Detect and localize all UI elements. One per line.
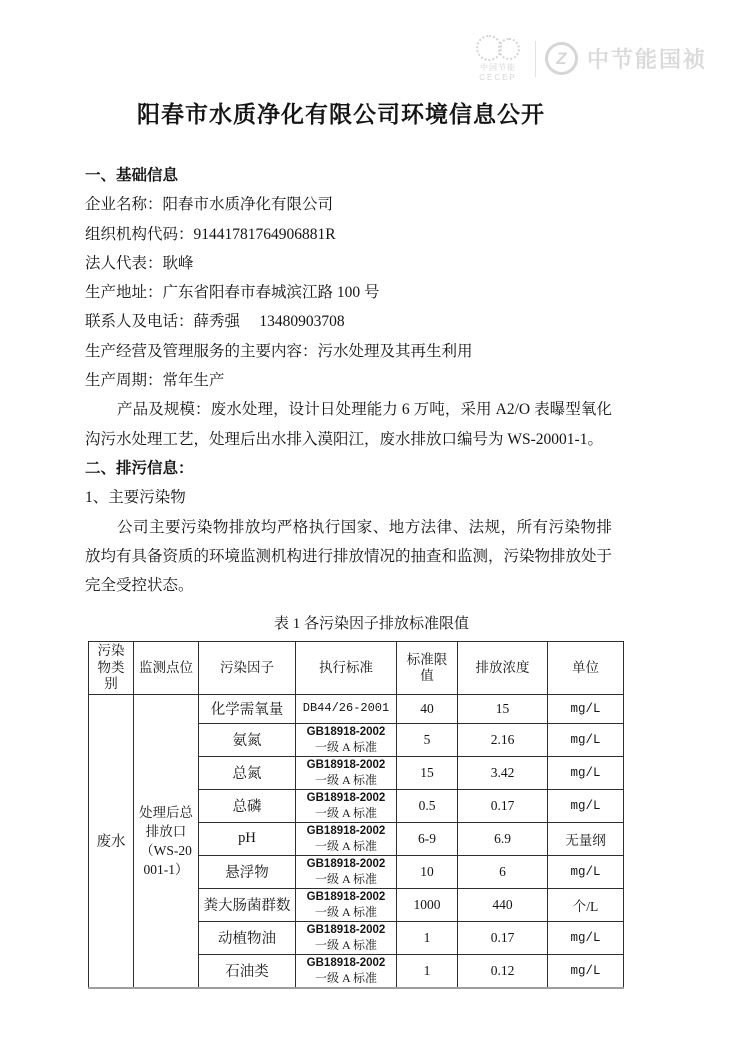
limit-cell: 6-9 [397, 822, 458, 855]
limit-cell: 10 [397, 855, 458, 888]
standard-line1: GB18918-2002 [306, 758, 386, 771]
basic-info-line: 企业名称：阳春市水质净化有限公司 [85, 196, 334, 214]
factor-cell: pH [199, 822, 296, 855]
factor-cell: 粪大肠菌群数 [199, 888, 296, 921]
standard-line1: GB18918-2002 [306, 857, 386, 870]
basic-info-line: 法人代表：耿峰 [85, 254, 194, 272]
factor-cell: 动植物油 [199, 921, 296, 954]
cecep-dots-icon [475, 35, 521, 61]
standard-line2: 一级 A 标准 [314, 805, 377, 820]
limit-cell: 15 [397, 756, 458, 789]
standard-cell [296, 694, 397, 723]
table-row [89, 694, 624, 723]
factor-cell: 悬浮物 [199, 855, 296, 888]
section1-heading: 一、基础信息 [85, 167, 179, 184]
unit-cell: 无量纲 [548, 822, 624, 855]
monitor-point-cell: 处理后总排放口（WS-20001-1） [134, 694, 199, 988]
standard-line2: 一级 A 标准 [314, 739, 377, 754]
concentration-cell: 6.9 [458, 822, 548, 855]
standard-line2: 一级 A 标准 [314, 904, 377, 919]
basic-info-line: 联系人及电话：薛秀强 13480903708 [85, 313, 345, 331]
concentration-cell: 0.17 [458, 789, 548, 822]
document-body [85, 161, 612, 600]
standard-line1: GB18918-2002 [306, 791, 386, 804]
standard-line1: DB44/26-2001 [302, 701, 390, 716]
table-caption: 表 1 各污染因子排放标准限值 [273, 616, 469, 633]
unit-cell: mg/L [548, 855, 624, 888]
col-header-standard: 执行标准 [296, 642, 397, 695]
factor-cell: 石油类 [199, 954, 296, 988]
standard-cell [296, 855, 397, 888]
standard-cell [296, 756, 397, 789]
col-header-concentration: 排放浓度 [458, 642, 548, 695]
product-paragraph: 产品及规模：废水处理，设计日处理能力 6 万吨，采用 A2/O 表曝型氧化沟污水处理工艺，处理后出水排入漠阳江，废水排放口编号为 WS-20001-1。 [85, 401, 612, 448]
standard-line2: 一级 A 标准 [314, 838, 377, 853]
factor-cell: 总氮 [199, 756, 296, 789]
col-header-unit: 单位 [548, 642, 624, 695]
standard-cell [296, 921, 397, 954]
standard-line1: GB18918-2002 [306, 824, 386, 837]
factor-cell: 氨氮 [199, 723, 296, 756]
factor-cell: 化学需氧量 [199, 694, 296, 723]
col-header-category: 污染物类别 [89, 642, 134, 695]
factor-cell: 总磷 [199, 789, 296, 822]
unit-cell: mg/L [548, 789, 624, 822]
limit-cell: 0.5 [397, 789, 458, 822]
cecep-cn-label: 中国节能 [479, 63, 516, 72]
unit-cell: mg/L [548, 723, 624, 756]
standard-line2: 一级 A 标准 [314, 772, 377, 787]
standard-line1: GB18918-2002 [306, 956, 386, 969]
concentration-cell: 0.12 [458, 954, 548, 988]
concentration-cell: 440 [458, 888, 548, 921]
concentration-cell: 15 [458, 694, 548, 723]
guozhen-z-icon: Z [545, 42, 578, 75]
unit-cell: mg/L [548, 756, 624, 789]
standard-line2: 一级 A 标准 [314, 937, 377, 952]
standard-cell [296, 954, 397, 988]
brand-label: 中节能国祯 [586, 47, 707, 72]
unit-cell: mg/L [548, 954, 624, 988]
limit-cell: 1 [397, 954, 458, 988]
pollution-paragraph: 公司主要污染物排放均严格执行国家、地方法律、法规，所有污染物排放均有具备资质的环境监测机构进行排放情况的抽查和监测，污染物排放处于完全受控状态。 [85, 518, 613, 595]
standard-line1: GB18918-2002 [306, 890, 386, 903]
concentration-cell: 2.16 [458, 723, 548, 756]
standard-line2: 一级 A 标准 [314, 970, 377, 985]
limit-cell: 5 [397, 723, 458, 756]
pollutant-limits-table [88, 641, 624, 989]
col-header-limit: 标准限值 [397, 642, 458, 695]
sub-heading: 1、主要污染物 [85, 489, 186, 507]
unit-cell: 个/L [548, 888, 624, 921]
standard-line1: GB18918-2002 [306, 923, 386, 936]
cecep-logo [470, 35, 526, 82]
standard-cell [296, 822, 397, 855]
category-cell: 废水 [89, 694, 134, 988]
concentration-cell: 3.42 [458, 756, 548, 789]
logo-divider [535, 41, 536, 77]
limit-cell: 40 [397, 694, 458, 723]
col-header-monitor-point: 监测点位 [134, 642, 199, 695]
basic-info-line: 生产经营及管理服务的主要内容：污水处理及其再生利用 [85, 342, 473, 360]
table-header-row [89, 642, 624, 695]
concentration-cell: 0.17 [458, 921, 548, 954]
basic-info-line: 生产周期：常年生产 [85, 372, 225, 390]
basic-info-line: 生产地址：广东省阳春市春城滨江路 100 号 [85, 284, 380, 302]
concentration-cell: 6 [458, 855, 548, 888]
cecep-en-label: CECEP [479, 73, 517, 82]
page-title: 阳春市水质净化有限公司环境信息公开 [137, 102, 545, 127]
limit-cell: 1000 [397, 888, 458, 921]
standard-line2: 一级 A 标准 [314, 871, 377, 886]
basic-info-line: 组织机构代码：91441781764906881R [85, 225, 336, 243]
standard-cell [296, 789, 397, 822]
col-header-factor: 污染因子 [199, 642, 296, 695]
dot-ring-icon [498, 38, 520, 60]
standard-cell [296, 888, 397, 921]
unit-cell: mg/L [548, 694, 624, 723]
limit-cell: 1 [397, 921, 458, 954]
section2-heading: 二、排污信息： [85, 459, 194, 477]
standard-line1: GB18918-2002 [306, 725, 386, 738]
header-logo [470, 35, 707, 82]
standard-cell [296, 723, 397, 756]
unit-cell: mg/L [548, 921, 624, 954]
